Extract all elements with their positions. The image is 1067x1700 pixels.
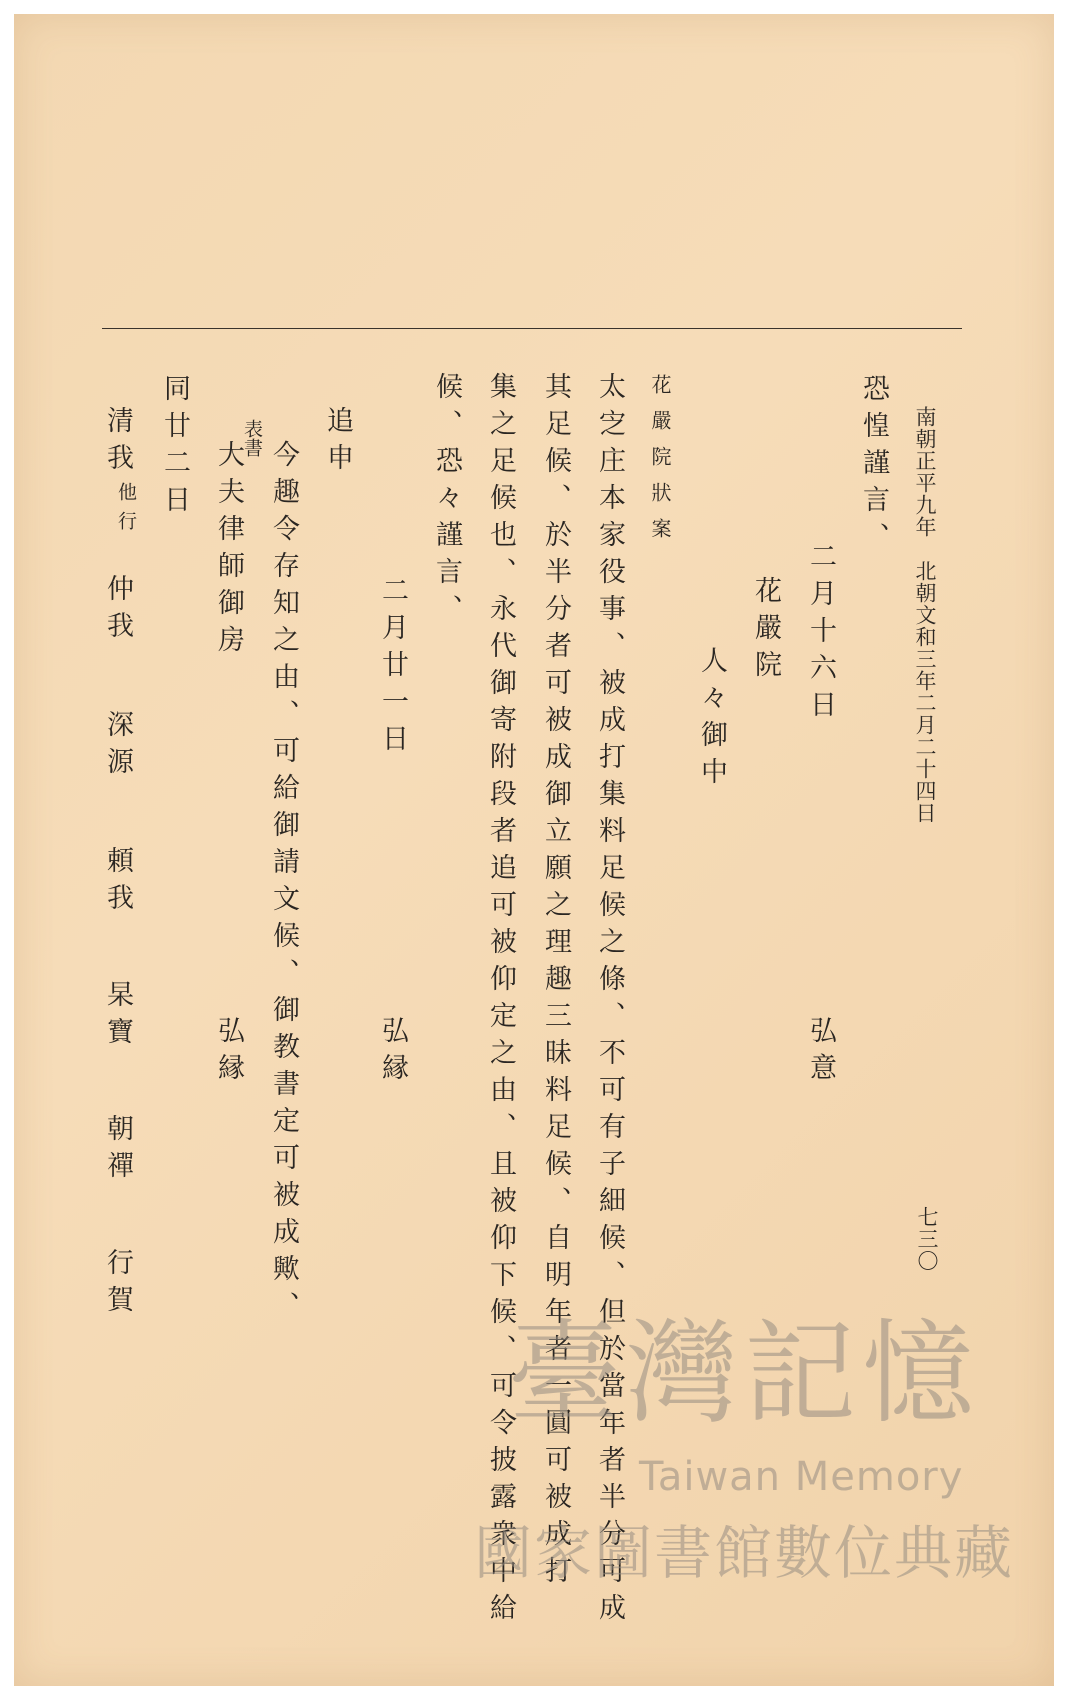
letter2-label: 花嚴院狀案 — [648, 374, 672, 554]
letter2-body-line: 太㝎庄本家役事、被成打集料足候之條、不可有子細候、但於當年者半分可成 — [594, 372, 625, 1630]
letter1-date: 二月十六日 — [805, 542, 836, 727]
final-entry-note: 他行 — [115, 482, 137, 540]
letter1-address: 人々御中 — [696, 646, 727, 794]
outer-address-sender: 弘縁 — [213, 1016, 244, 1090]
watermark-title: 臺灣記憶 — [508, 1309, 980, 1439]
letter1-closing: 恐惶謹言、 — [858, 374, 889, 559]
postscript-body: 今趣令存知之由、可給御請文候、御教書定可被成歟、 — [268, 440, 299, 1328]
letter2-date: 二月廿一日 — [377, 576, 408, 761]
final-entry-name: 朝禪 — [102, 1114, 133, 1188]
final-entry-name: 杲寶 — [102, 980, 133, 1054]
letter2-body-line: 集之足候也、永代御寄附段者追可被仰定之由、且被仰下候、可令披露衆中給 — [485, 372, 516, 1630]
outer-address-label: 表書 — [241, 419, 263, 457]
final-entry-name: 行賀 — [102, 1248, 133, 1322]
watermark-english: Taiwan Memory — [639, 1454, 964, 1500]
final-entry-name: 仲我 — [102, 574, 133, 648]
document-page — [14, 14, 1054, 1686]
letter1-recipient: 花嚴院 — [750, 576, 781, 687]
page-number: 七三〇 — [915, 1206, 939, 1272]
final-entry-date: 同廿二日 — [159, 374, 190, 522]
watermark-subtitle: 國家圖書館數位典藏 — [473, 1519, 1014, 1587]
header-rule — [102, 328, 962, 329]
final-entry-first-name: 清我 — [102, 406, 133, 480]
header-date-line: 南朝正平九年 北朝文和三年二月二十四日 — [913, 406, 937, 824]
letter2-sender: 弘縁 — [377, 1016, 408, 1090]
taiwan-memory-watermark — [464, 1284, 1024, 1587]
final-entry-name: 深源 — [102, 710, 133, 784]
final-entry-name: 頼我 — [102, 846, 133, 920]
outer-address-recipient: 大夫律師御房 — [213, 440, 244, 662]
postscript-label: 追申 — [322, 406, 353, 480]
letter1-sender: 弘意 — [805, 1016, 836, 1090]
letter2-body-line: 其足候、於半分者可被成御立願之理趣三昧料足候、自明年者一圓可被成打 — [540, 372, 571, 1593]
letter2-body-line: 候、恐々謹言、 — [431, 372, 462, 631]
